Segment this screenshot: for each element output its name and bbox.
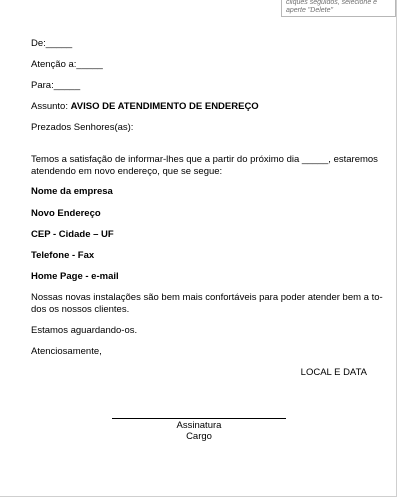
facilities-paragraph: [31, 292, 383, 305]
intro-line-2: atendendo em novo endereço, que se segue:: [31, 166, 223, 177]
hint-note: [281, 0, 396, 17]
subject-value: AVISO DE ATENDIMENTO DE ENDEREÇO: [70, 101, 259, 112]
phone-fax: Telefone - Fax: [31, 250, 95, 261]
signature-label: Assinatura: [176, 420, 222, 431]
intro-line-1: Temos a satisfação de informar-lhes que a partir do próximo dia _____, estaremos: [31, 154, 378, 165]
closing: Atenciosamente,: [31, 346, 102, 357]
salutation: Prezados Senhores(as):: [31, 122, 134, 133]
facilities-line-2: dos os nossos clientes.: [31, 304, 130, 315]
intro-paragraph-end: [31, 166, 369, 179]
signature-line: [112, 418, 286, 419]
job-title-label: Cargo: [186, 431, 212, 442]
to-field: Para:_____: [31, 80, 81, 91]
intro-paragraph: [31, 154, 378, 167]
attention-field: Atenção a:_____: [31, 59, 103, 70]
hint-line-2: aperte "Delete": [286, 7, 333, 14]
zip-city-state: CEP - Cidade – UF: [31, 229, 114, 240]
subject-label: Assunto:: [31, 101, 71, 112]
homepage-email: Home Page - e-mail: [31, 271, 119, 282]
subject-line: [31, 101, 259, 112]
place-and-date: LOCAL E DATA: [300, 367, 367, 378]
company-name: Nome da empresa: [31, 186, 113, 197]
from-field: De:_____: [31, 38, 73, 49]
facilities-line-1: Nossas novas instalações são bem mais confortáveis para poder atender bem a to-: [31, 292, 383, 303]
new-address: Novo Endereço: [31, 208, 101, 219]
waiting-text: Estamos aguardando-os.: [31, 325, 138, 336]
facilities-paragraph-end: [31, 304, 369, 317]
hint-line-1: cliques seguidos, selecione e: [286, 0, 378, 6]
